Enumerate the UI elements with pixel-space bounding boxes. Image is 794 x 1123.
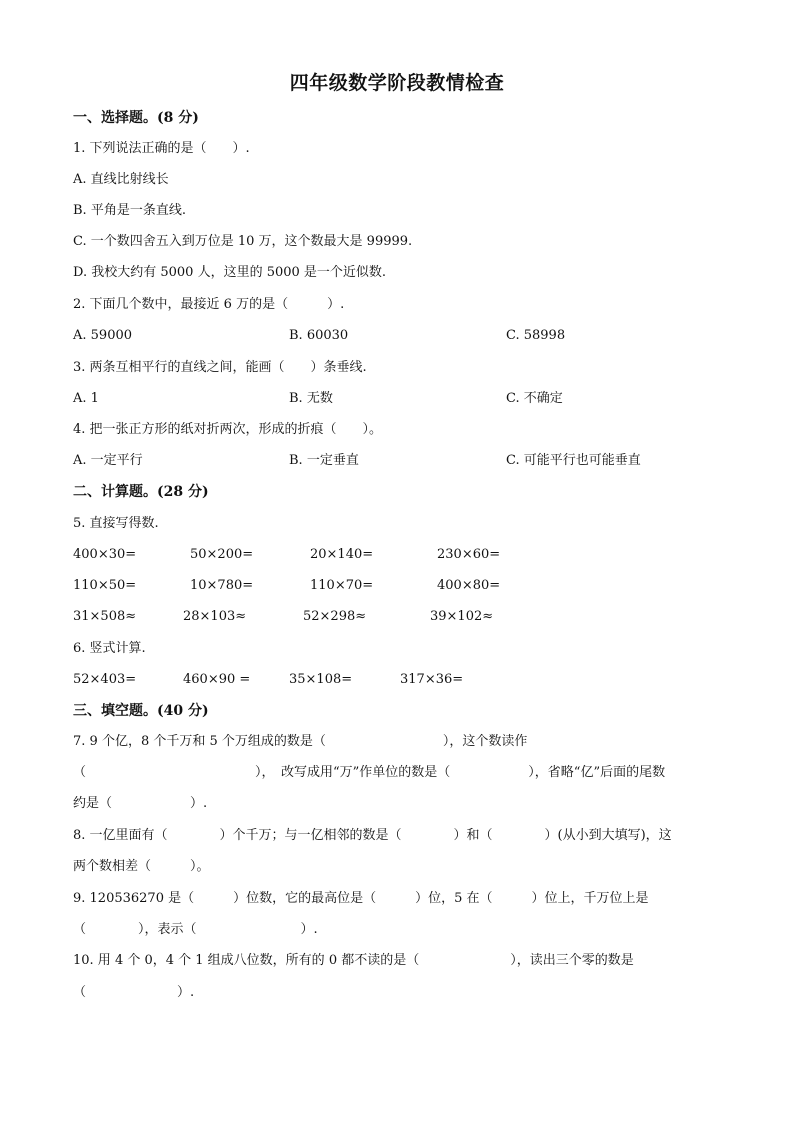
question-3-stem: 3. 两条互相平行的直线之间，能画（ ）条垂线. [73, 360, 367, 375]
question-1-option-a: A. 直线比射线长 [73, 172, 169, 187]
section-heading-fill-blank: 三、填空题。(40 分) [73, 703, 209, 719]
calc-item: 50×200= [190, 547, 254, 562]
vertical-calc-item: 317×36= [400, 672, 464, 687]
calc-item: 400×30= [73, 547, 137, 562]
question-3-option-c: C. 不确定 [506, 391, 563, 406]
question-1-option-d: D. 我校大约有 5000 人，这里的 5000 是一个近似数. [73, 265, 387, 280]
question-3-option-b: B. 无数 [289, 391, 333, 406]
question-2-option-a: A. 59000 [73, 328, 133, 343]
calc-item: 39×102≈ [430, 609, 494, 624]
calc-item: 230×60= [437, 547, 501, 562]
question-9-line-2: （ ），表示（ ）. [73, 922, 318, 937]
calc-item: 31×508≈ [73, 609, 137, 624]
section-heading-calculation: 二、计算题。(28 分) [73, 484, 209, 500]
question-4-option-b: B. 一定垂直 [289, 453, 359, 468]
question-4-stem: 4. 把一张正方形的纸对折两次，形成的折痕（ ）。 [73, 422, 383, 437]
question-8-line-1: 8. 一亿里面有（ ）个千万；与一亿相邻的数是（ ）和（ ）(从小到大填写)，这 [73, 828, 672, 843]
question-1-option-c: C. 一个数四舍五入到万位是 10 万，这个数最大是 99999. [73, 234, 413, 249]
question-4-option-c: C. 可能平行也可能垂直 [506, 453, 641, 468]
calc-item: 110×50= [73, 578, 137, 593]
question-7-line-1: 7. 9 个亿，8 个千万和 5 个万组成的数是（ ），这个数读作 [73, 734, 528, 749]
question-1-stem: 1. 下列说法正确的是（ ）. [73, 141, 250, 156]
question-10-line-1: 10. 用 4 个 0，4 个 1 组成八位数，所有的 0 都不读的是（ ），读出三个零的数是 [73, 953, 634, 968]
question-1-option-b: B. 平角是一条直线. [73, 203, 186, 218]
question-4-option-a: A. 一定平行 [73, 453, 143, 468]
question-7-line-2: （ ）， 改写成用“万”作单位的数是（ ），省略“亿”后面的尾数 [73, 765, 666, 780]
calc-item: 110×70= [310, 578, 374, 593]
question-2-option-b: B. 60030 [289, 328, 349, 343]
question-2-option-c: C. 58998 [506, 328, 566, 343]
calc-item: 400×80= [437, 578, 501, 593]
calc-item: 20×140= [310, 547, 374, 562]
calc-item: 10×780= [190, 578, 254, 593]
section-heading-choice: 一、选择题。(8 分) [73, 110, 199, 126]
question-5-stem: 5. 直接写得数. [73, 516, 159, 531]
vertical-calc-item: 460×90 = [183, 672, 251, 687]
vertical-calc-item: 52×403= [73, 672, 137, 687]
calc-item: 52×298≈ [303, 609, 367, 624]
vertical-calc-item: 35×108= [289, 672, 353, 687]
question-7-line-3: 约是（ ）. [73, 796, 208, 811]
page-title: 四年级数学阶段教情检查 [289, 72, 505, 94]
question-3-option-a: A. 1 [73, 391, 99, 406]
question-10-line-2: （ ）. [73, 985, 195, 1000]
question-9-line-1: 9. 120536270 是（ ）位数，它的最高位是（ ）位，5 在（ ）位上，千万位上是 [73, 891, 649, 906]
calc-item: 28×103≈ [183, 609, 247, 624]
question-2-stem: 2. 下面几个数中，最接近 6 万的是（ ）. [73, 297, 345, 312]
question-8-line-2: 两个数相差（ ）。 [73, 859, 210, 874]
question-6-stem: 6. 竖式计算. [73, 641, 146, 656]
